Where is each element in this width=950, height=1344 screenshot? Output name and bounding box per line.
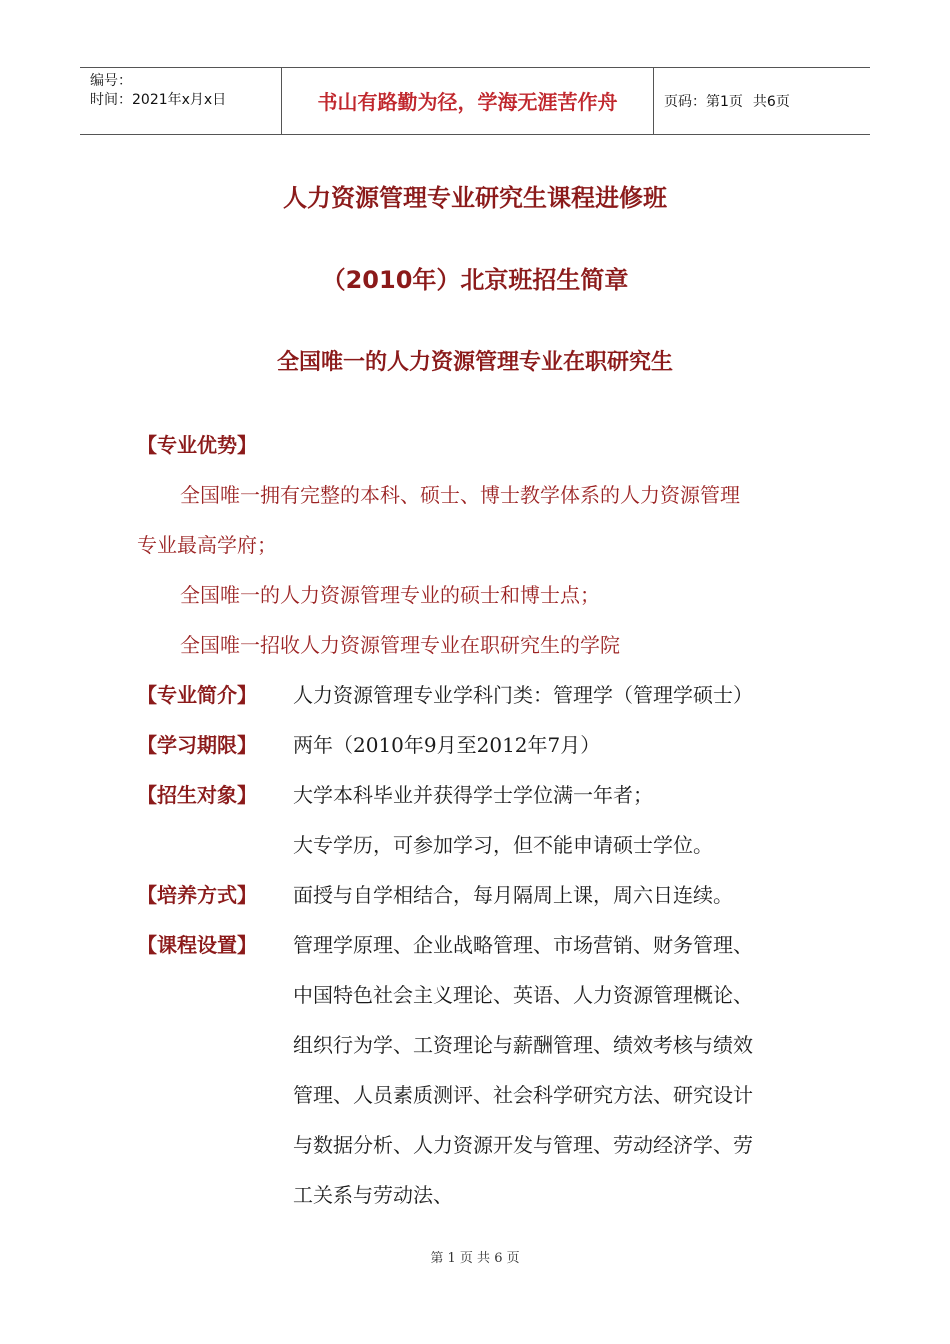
- courses-line-1: 管理学原理、企业战略管理、市场营销、财务管理、: [293, 933, 753, 957]
- advantage-label: 【专业优势】: [137, 433, 257, 457]
- document-title: 人力资源管理专业研究生课程进修班: [283, 184, 667, 212]
- serial-label: 编号：: [90, 73, 132, 89]
- intro-label: 【专业简介】: [137, 683, 257, 707]
- header-motto: 书山有路勤为径，学海无涯苦作舟: [282, 68, 654, 134]
- courses-value: [293, 920, 827, 1220]
- courses-line-4: 管理、人员素质测评、社会科学研究方法、研究设计: [293, 1083, 753, 1107]
- intro-row: [137, 670, 827, 720]
- header-meta: [80, 68, 282, 134]
- mode-value: 面授与自学相结合，每月隔周上课，周六日连续。: [293, 883, 733, 907]
- courses-line-2: 中国特色社会主义理论、英语、人力资源管理概论、: [293, 983, 753, 1007]
- document-title-2: （2010年）北京班招生简章: [321, 266, 629, 294]
- target-value: [293, 770, 827, 870]
- courses-label: 【课程设置】: [137, 933, 257, 957]
- courses-line-5: 与数据分析、人力资源开发与管理、劳动经济学、劳: [293, 1133, 753, 1157]
- advantage-para-3: 全国唯一招收人力资源管理专业在职研究生的学院: [180, 633, 620, 657]
- mode-row: [137, 870, 827, 920]
- page-label: 页码：第1页: [664, 94, 743, 110]
- intro-value: 人力资源管理专业学科门类：管理学（管理学硕士）: [293, 683, 753, 707]
- header-page-info: [654, 68, 870, 134]
- target-line-1: 大学本科毕业并获得学士学位满一年者；: [293, 783, 653, 807]
- duration-value: 两年（2010年9月至2012年7月）: [293, 733, 601, 757]
- courses-line-6: 工关系与劳动法、: [293, 1183, 453, 1207]
- duration-label: 【学习期限】: [137, 733, 257, 757]
- target-label: 【招生对象】: [137, 783, 257, 807]
- target-row: [137, 770, 827, 870]
- courses-row: [137, 920, 827, 1220]
- header-table: [80, 67, 870, 135]
- document-subtitle: 全国唯一的人力资源管理专业在职研究生: [276, 350, 673, 375]
- page-footer: 第 1 页 共 6 页: [430, 1251, 520, 1266]
- advantage-para-1-line-2: 专业最高学府；: [137, 533, 277, 557]
- total-label: 共6页: [752, 94, 790, 110]
- duration-row: [137, 720, 827, 770]
- courses-line-3: 组织行为学、工资理论与薪酬管理、绩效考核与绩效: [293, 1033, 753, 1057]
- content-body: [137, 420, 827, 1220]
- advantage-para-1-line-1: 全国唯一拥有完整的本科、硕士、博士教学体系的人力资源管理: [180, 483, 740, 507]
- time-label: 时间：2021年x月x日: [90, 92, 227, 108]
- target-line-2: 大专学历，可参加学习，但不能申请硕士学位。: [293, 833, 713, 857]
- advantage-para-2: 全国唯一的人力资源管理专业的硕士和博士点；: [180, 583, 600, 607]
- mode-label: 【培养方式】: [137, 883, 257, 907]
